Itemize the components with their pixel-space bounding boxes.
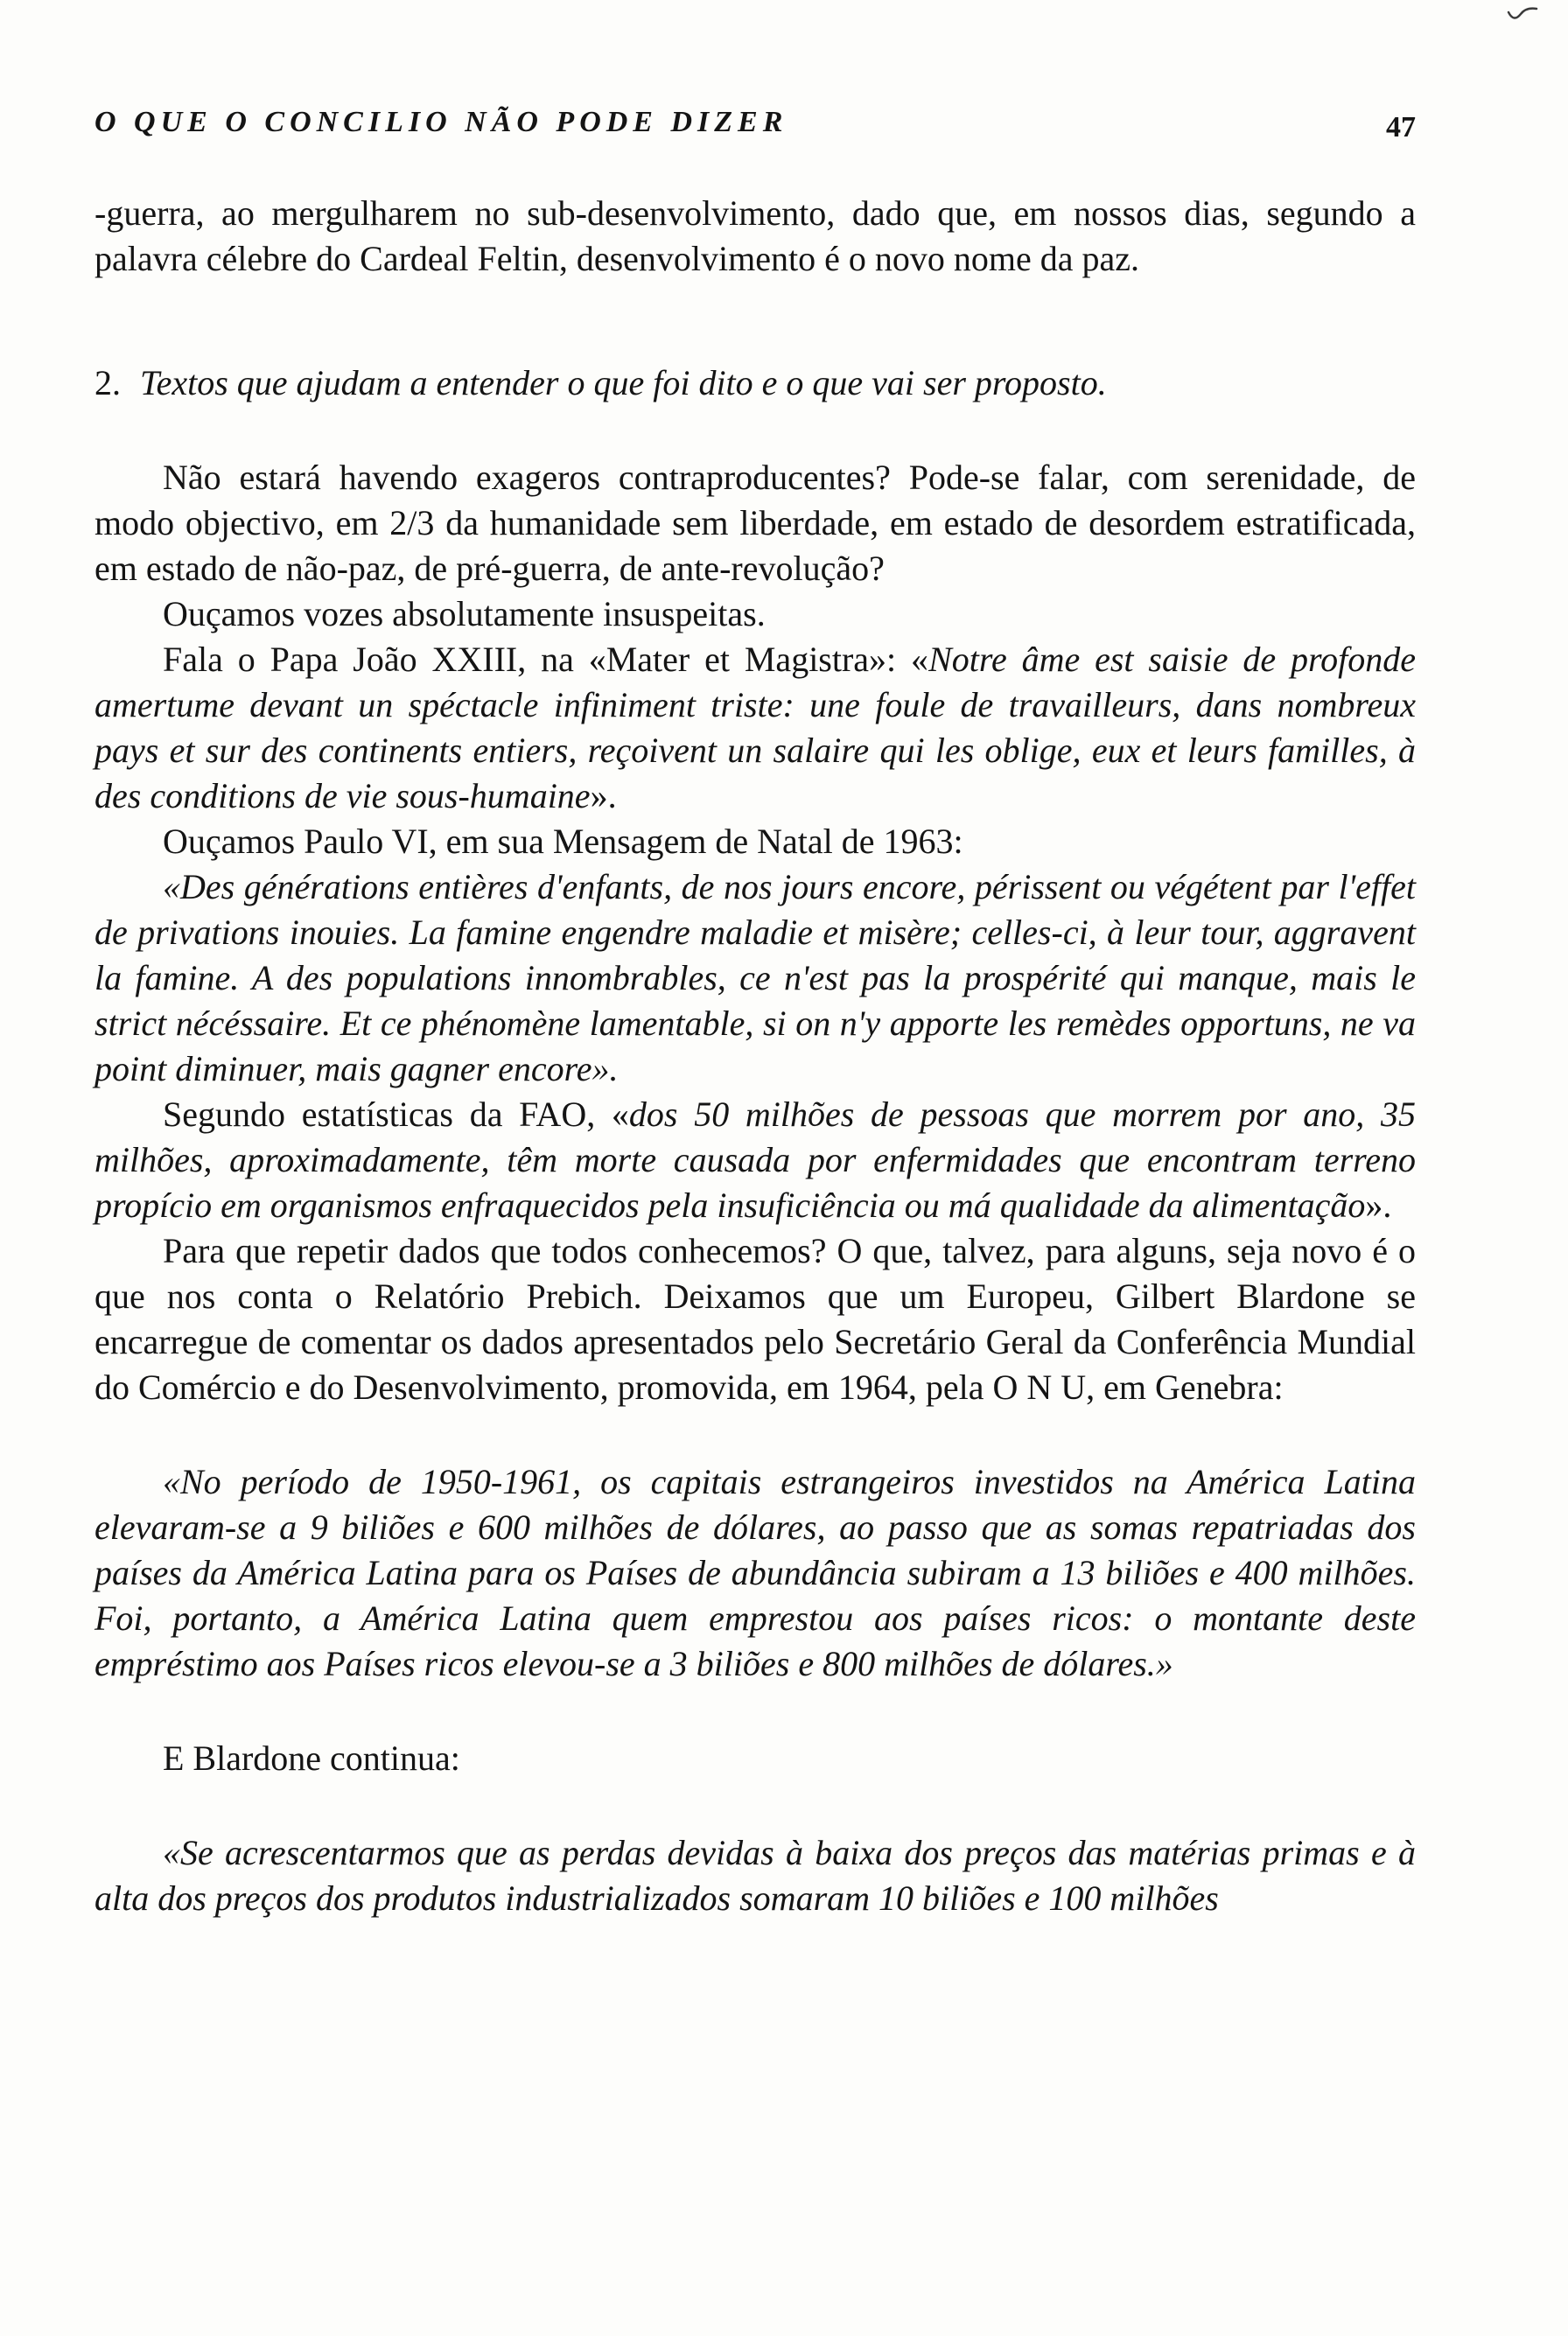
section-title: Textos que ajudam a entender o que foi dito e o que vai ser proposto.	[140, 363, 1107, 402]
blardone-quote-2: «Se acrescentarmos que as perdas devidas à baixa dos preços das matérias primas e à alta dos preços dos produtos industrializados somaram 10 biliões e 100 milhões	[94, 1833, 1416, 1918]
block-quote-1	[94, 1459, 1416, 1687]
running-title: O QUE O CONCILIO NÃO PODE DIZER	[94, 106, 788, 138]
paragraph-5: Ouçamos Paulo VI, em sua Mensagem de Natal de 1963:	[163, 822, 963, 861]
mater-et-magistra-quote: Notre âme est saisie de profonde amertume devant un spéctacle infiniment triste: une foule de travailleurs, dans nombreux pays et sur des continents entiers, reçoivent un salaire qui les oblige, eux et leurs familles, à des conditions de vie sous-humaine	[94, 640, 1416, 815]
paragraph-4-close: ».	[590, 776, 617, 815]
paragraph-3: Ouçamos vozes absolutamente insuspeitas.	[163, 594, 766, 633]
page-header	[94, 91, 1416, 143]
blardone-quote-1: «No período de 1950-1961, os capitais estrangeiros investidos na América Latina elevaram-se a 9 biliões e 600 milhões de dólares, ao passo que as somas repatriadas dos países da América Latina para os Países de abundância subiram a 13 biliões e 400 milhões. Foi, portanto, a América Latina quem emprestou aos países ricos: o montante deste empréstimo aos Países ricos elevou-se a 3 biliões e 800 milhões de dólares.»	[94, 1462, 1416, 1683]
block-quote-2	[94, 1830, 1416, 1921]
paulo-vi-quote: «Des générations entières d'enfants, de nos jours encore, périssent ou végétent par l'effet de privations inouies. La famine engendre maladie et misère; celles-ci, à leur tour, aggravent la famine. A des populations innombrables, ce n'est pas la prospérité qui manque, mais le strict nécéssaire. Et ce phénomène lamentable, si on n'y apporte les remèdes opportuns, ne va point diminuer, mais gagner encore».	[94, 867, 1416, 1088]
paragraph-7-close: ».	[1365, 1185, 1392, 1225]
paragraph-7	[94, 1092, 1416, 1228]
paragraph-4-intro: Fala o Papa João XXIII, na «Mater et Magistra»: «	[163, 640, 929, 679]
paragraph-7-intro: Segundo estatísticas da FAO, «	[163, 1095, 629, 1134]
paragraph-9: E Blardone continua:	[163, 1738, 460, 1778]
fao-quote: dos 50 milhões de pessoas que morrem por ano, 35 milhões, aproximadamente, têm morte causada por enfermidades que encontram terreno propício em organismos enfraquecidos pela insuficiência ou má qualidade da alimentação	[94, 1095, 1416, 1225]
section-heading	[94, 360, 1416, 406]
paragraph-2: Não estará havendo exageros contraproducentes? Pode-se falar, com serenidade, de modo objectivo, em 2/3 da humanidade sem liberdade, em estado de desordem estratificada, em estado de não-paz, de pré-guerra, de ante-revolução?	[94, 458, 1416, 588]
page-number: 47	[1386, 111, 1416, 143]
body-text	[94, 191, 1416, 1921]
section-number: 2.	[94, 363, 121, 402]
pencil-mark-icon	[1505, 0, 1540, 26]
paragraph-4	[94, 637, 1416, 819]
paragraph-8: Para que repetir dados que todos conhecemos? O que, talvez, para alguns, seja novo é o que nos conta o Relatório Prebich. Deixamos que um Europeu, Gilbert Blardone se encarregue de comentar os dados apresentados pelo Secretário Geral da Conferência Mundial do Comércio e do Desenvolvimento, promovida, em 1964, pela O N U, em Genebra:	[94, 1231, 1416, 1407]
paragraph-1: -guerra, ao mergulharem no sub-desenvolvimento, dado que, em nossos dias, segundo a palavra célebre do Cardeal Feltin, desenvolvimento é o novo nome da paz.	[94, 193, 1416, 278]
